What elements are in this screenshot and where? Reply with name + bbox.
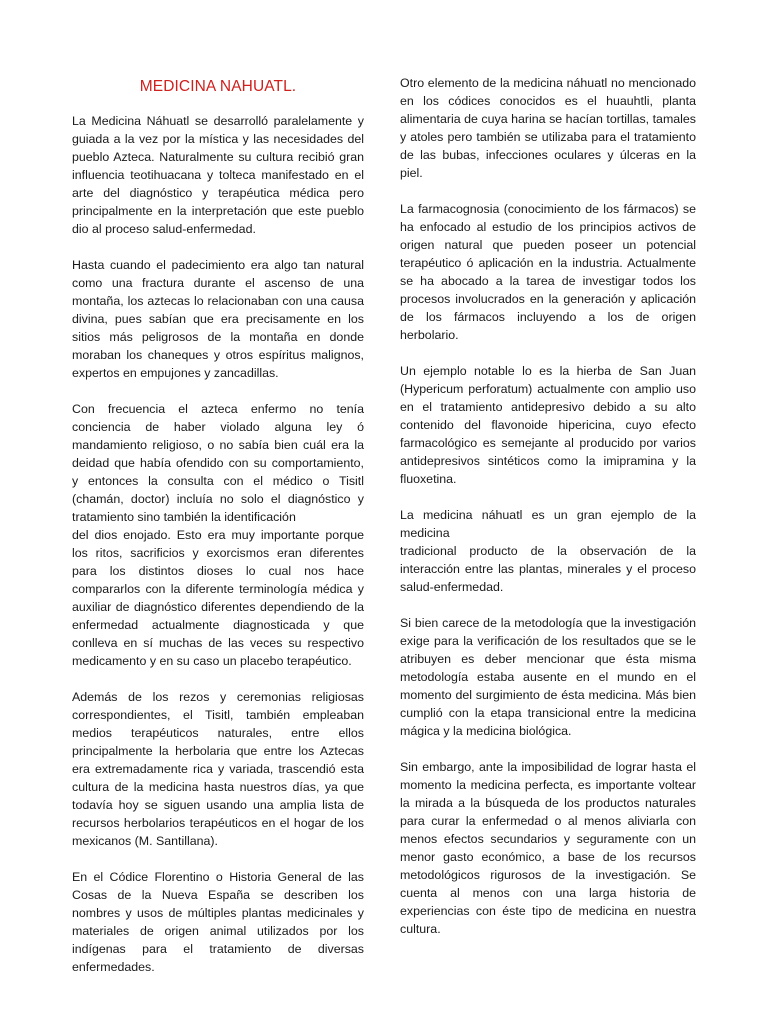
paragraph: La farmacognosia (conocimiento de los fármacos) se ha enfocado al estudio de los principios activos de origen natural que pueden poseer un potencial terapéutico ó aplicación en la industria. Actualmente se ha abocado a la tarea de investigar todos los procesos involucrados en la generación y aplicación de los fármacos incluyendo a los de origen herbolario. (400, 202, 696, 342)
left-column (72, 72, 364, 994)
paragraph: La medicina náhuatl es un gran ejemplo de la medicina tradicional producto de la observación de la interacción entre las plantas, minerales y el proceso salud-enfermedad. (400, 508, 696, 594)
paragraph: Otro elemento de la medicina náhuatl no mencionado en los códices conocidos es el huauhtli, planta alimentaria de cuya harina se hacían tortillas, tamales y atoles pero también se utilizaba para el tratamiento de las bubas, infecciones oculares y úlceras en la piel. (400, 76, 696, 180)
paragraph: Con frecuencia el azteca enfermo no tenía conciencia de haber violado alguna ley ó mandamiento religioso, o no sabía bien cuál era la deidad que había ofendido con su comportamiento, y entonces la consulta con el médico o Tisitl (chamán, doctor) incluía no solo el diagnóstico y tratamiento sino también la identificación del dios enojado. Esto era muy importante porque los ritos, sacrificios y exorcismos eran diferentes para los distintos dioses lo cual nos hace compararlos con la diferente terminología médica y auxiliar de diagnóstico diferentes dependiendo de la enfermedad actualmente diagnosticada y que conlleva en sí muchas de las veces su respectivo medicamento y en su caso un placebo terapéutico. (72, 402, 364, 668)
paragraph: La Medicina Náhuatl se desarrolló paralelamente y guiada a la vez por la mística y las necesidades del pueblo Azteca. Naturalmente su cultura recibió gran influencia teotihuacana y tolteca manifestado en el arte del diagnóstico y terapéutica médica pero principalmente en la interpretación que este pueblo dio al proceso salud-enfermedad. (72, 114, 364, 236)
paragraph: Hasta cuando el padecimiento era algo tan natural como una fractura durante el ascenso de una montaña, los aztecas lo relacionaban con una causa divina, pues sabían que era precisamente en los sitios más peligrosos de la montaña en donde moraban los chaneques y otros espíritus malignos, expertos en empujones y zancadillas. (72, 258, 364, 380)
paragraph: Sin embargo, ante la imposibilidad de lograr hasta el momento la medicina perfecta, es importante voltear la mirada a la búsqueda de los productos naturales para curar la enfermedad o al menos aliviarla con menos efectos secundarios y seguramente con un menor gasto económico, a base de los recursos metodológicos rigurosos de la investigación. Se cuenta al menos con una larga historia de experiencias con éste tipo de medicina en nuestra cultura. (400, 760, 696, 936)
right-column (400, 74, 696, 956)
paragraph: Además de los rezos y ceremonias religiosas correspondientes, el Tisitl, también empleaban medios terapéuticos naturales, entre ellos principalmente la herbolaria que entre los Aztecas era extremadamente rica y variada, trascendió esta cultura de la medicina hasta nuestros días, ya que todavía hoy se siguen usando una amplia lista de recursos herbolarios terapéuticos en el hogar de los mexicanos (M. Santillana). (72, 690, 364, 848)
paragraph: En el Códice Florentino o Historia General de las Cosas de la Nueva España se describen los nombres y usos de múltiples plantas medicinales y materiales de origen animal utilizados por los indígenas para el tratamiento de diversas enfermedades. (72, 870, 364, 974)
paragraph: Un ejemplo notable lo es la hierba de San Juan (Hypericum perforatum) actualmente con amplio uso en el tratamiento antidepresivo debido a su alto contenido del flavonoide hipericina, cuyo efecto farmacológico es semejante al producido por varios antidepresivos sintéticos como la imipramina y la fluoxetina. (400, 364, 696, 486)
paragraph: Si bien carece de la metodología que la investigación exige para la verificación de los resultados que se le atribuyen es deber mencionar que ésta misma metodología estaba ausente en el mundo en el momento del surgimiento de ésta medicina. Más bien cumplió con la etapa transicional entre la medicina mágica y la medicina biológica. (400, 616, 696, 738)
document-title: MEDICINA NAHUATL. (139, 78, 297, 95)
